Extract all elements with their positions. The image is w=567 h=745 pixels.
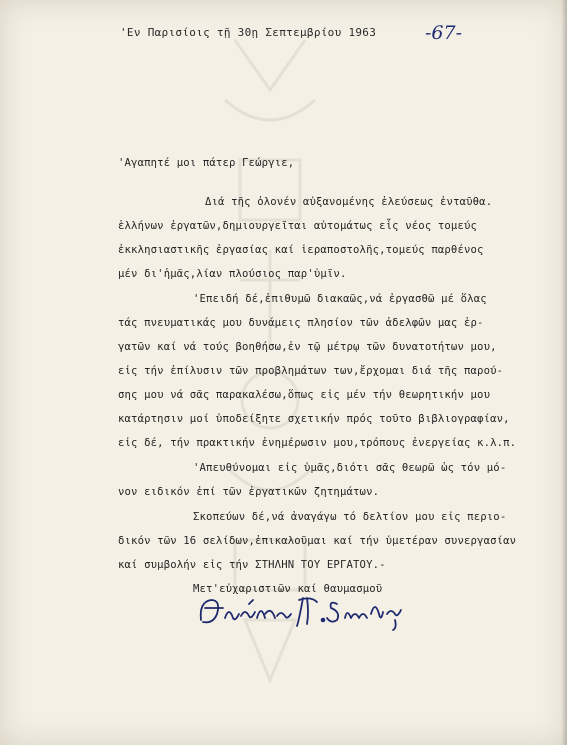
page-number: -67- [425, 22, 463, 44]
paper-edge-shadow [561, 0, 567, 745]
letter-salutation: 'Αγαπητέ μοι πάτερ Γεώργιε, [118, 157, 295, 169]
body-line-10: κατάρτησιν μοί ὑποδείξητε σχετικήν πρός τοῦτο βιβλιογραφίαν, [118, 413, 510, 425]
body-line-9: σης μου νά σᾶς παρακαλέσω,ὅπως εἰς μέν τήν θεωρητικήν μου [118, 389, 491, 401]
body-line-8: εἰς τήν ἐπίλυσιν τῶν προβλημάτων των,ἔρχομαι διά τῆς παρού- [118, 365, 504, 377]
body-line-4: μέν δι'ἡμᾶς,λίαν πλούσιος παρ'ὑμῖν. [118, 268, 347, 280]
body-line-15: δικόν τῶν 16 σελίδων,ἐπικαλοῦμαι καί τήν ὑμετέραν συνεργασίαν [118, 535, 517, 547]
letter-closing: Μετ'εὐχαριστιῶν καί θαυμασμοῦ [193, 583, 383, 595]
body-line-6: τάς πνευματικάς μου δυνάμεις πλησίον τῶν ἀδελφῶν μας ἐρ- [118, 317, 484, 329]
body-line-12: 'Απευθύνομαι εἰς ὑμᾶς,διότι σᾶς θεωρῶ ὡς τόν μό- [193, 462, 507, 474]
letter-dateline: 'Εν Παρισίοις τῇ 30ῃ Σεπτεμβρίου 1963 [120, 26, 377, 39]
body-line-7: γατῶν καί νά τούς βοηθήσω,ἐν τῷ μέτρῳ τῶν δυνατοτήτων μου, [118, 341, 497, 353]
body-line-5: 'Επειδή δέ,ἐπιθυμῶ διακαῶς,νά ἐργασθῶ μέ ὅλας [193, 293, 487, 305]
body-line-16: καί συμβολήν εἰς τήν ΣΤΗΛΗΝ ΤΟΥ ΕΡΓΑΤΟΥ.- [118, 559, 386, 571]
body-line-13: νον ειδικόν ἐπί τῶν ἐργατικῶν ζητημάτων. [118, 486, 380, 498]
body-line-3: ἐκκλησιαστικῆς ἐργασίας καί ἱεραποστολῆς,τομεύς παρθένος [118, 244, 484, 256]
body-line-1: Διά τῆς ὁλονέν αὐξανομένης ἐλεύσεως ἐνταῦθα. [205, 196, 493, 208]
body-line-14: Σκοπεύων δέ,νά ἀναγάγω τό δελτίον μου εἰς περιο- [193, 511, 507, 523]
body-line-2: ἑλλήνων ἐργατῶν,δημιουργεῖται αὐτομάτως εἷς νέος τομεύς [118, 220, 478, 232]
handwritten-signature [195, 590, 415, 632]
body-line-11: εἰς δέ, τήν πρακτικήν ἐνημέρωσιν μου,τρόπους ἐνεργείας κ.λ.π. [118, 437, 517, 449]
